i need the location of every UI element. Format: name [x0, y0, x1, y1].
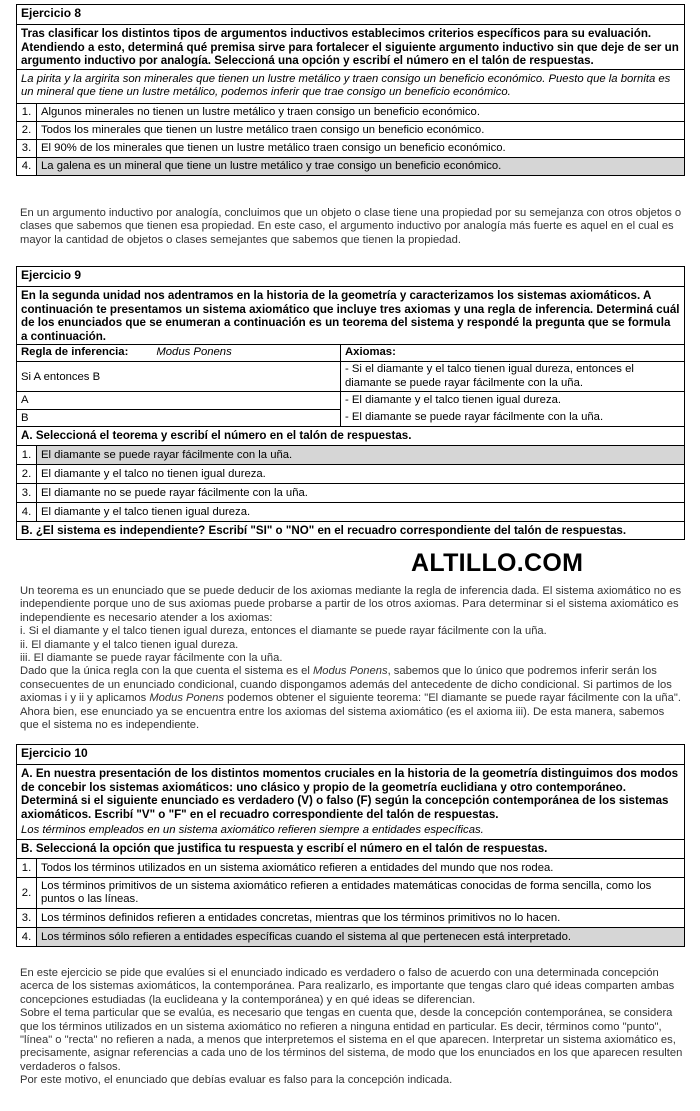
exercise-10-part-b: B. Seleccioná la opción que justifica tu respuesta y escribí el número en el talón de respuestas.	[17, 840, 684, 859]
option-number: 3.	[17, 909, 37, 927]
option-row-selected[interactable]	[17, 446, 684, 465]
option-number: 2.	[17, 878, 37, 908]
altillo-watermark: ALTILLO.COM	[411, 549, 584, 577]
explanation-paragraph: En este ejercicio se pide que evalúes si el enunciado indicado es verdadero o falso de acuerdo con una determinada concepción acerca de los sistemas axiomáticos, la contemporánea. Para realizarlo, es importante que tengas claro qué ideas comparten ambas concepciones estudiadas (la euclideana y la contemporánea) y en qué ideas se diferencian.	[20, 967, 675, 1006]
option-text: El diamante no se puede rayar fácilmente con la uña.	[41, 486, 308, 499]
axioms-label: Axiomas:	[345, 346, 396, 359]
option-row[interactable]	[17, 104, 684, 122]
option-number: 4.	[17, 503, 37, 521]
exercise-9-title: Ejercicio 9	[17, 267, 684, 287]
option-number: 1.	[17, 446, 37, 464]
explanation-emphasis: Modus Ponens	[312, 665, 388, 678]
exercise-10-part-a	[17, 765, 684, 840]
axiom-table-row	[17, 392, 684, 409]
explanation-emphasis: Modus Ponens	[149, 692, 224, 705]
option-row[interactable]	[17, 878, 684, 909]
exercise-9-part-b: B. ¿El sistema es independiente? Escribí "SI" o "NO" en el recuadro correspondiente del talón de respuestas.	[21, 524, 627, 538]
explanation-text: podemos obtener el siguiente teorema: "El diamante se puede rayar fácilmente con la uña". Ahora bien, ese enunciado ya se encuentra entre los axiomas del sistema axiomático (es el axioma iii). De esta manera, sabemos que el sistema no es independiente.	[20, 692, 681, 732]
explanation-paragraph	[20, 665, 685, 732]
exercise-9-options	[17, 446, 684, 522]
exercise-9	[16, 266, 685, 540]
option-text: Los términos primitivos de un sistema axiomático refieren a entidades matemáticas conocidas de forma sencilla, como los puntos o las líneas.	[41, 880, 652, 906]
option-row[interactable]	[17, 465, 684, 484]
exercise-10-statement: Los términos empleados en un sistema axiomático refieren siempre a entidades específicas.	[21, 824, 484, 837]
exercise-8-options	[17, 104, 684, 175]
option-row[interactable]	[17, 909, 684, 928]
axiom-item: - El diamante se puede rayar fácilmente con la uña.	[345, 411, 604, 424]
option-text: Todos los términos utilizados en un sistema axiomático refieren a entidades del mundo que nos rodea.	[41, 861, 554, 874]
option-text: El diamante se puede rayar fácilmente con la uña.	[37, 446, 684, 464]
option-text: El diamante y el talco tienen igual dureza.	[41, 505, 251, 518]
option-number: 3.	[17, 140, 37, 157]
option-number: 2.	[17, 465, 37, 483]
axiom-table-row	[17, 362, 684, 392]
option-row[interactable]	[17, 484, 684, 503]
option-text: Los términos sólo refieren a entidades específicas cuando el sistema al que pertenecen está interpretado.	[37, 928, 684, 946]
exercise-8-title: Ejercicio 8	[17, 5, 684, 25]
rule-line: B	[17, 409, 341, 426]
axiom-table-header	[17, 345, 684, 362]
exercise-8-argument: La pirita y la argirita son minerales que tienen un lustre metálico y traen consigo un beneficio económico. Puesto que la bornita es un mineral que tiene un lustre metálico, podemos inferir que trae consigo un beneficio económico.	[17, 70, 684, 104]
axiom-table-row	[17, 409, 684, 427]
exercise-9-explanation	[20, 585, 685, 732]
option-row-selected[interactable]	[17, 928, 684, 946]
rule-label: Regla de inferencia:	[21, 346, 129, 359]
exercise-10-explanation	[20, 967, 685, 1088]
option-row[interactable]	[17, 122, 684, 140]
exercise-10-title: Ejercicio 10	[17, 745, 684, 765]
rule-name: Modus Ponens	[156, 346, 232, 359]
option-number: 4.	[17, 158, 37, 175]
option-number: 2.	[17, 122, 37, 139]
explanation-paragraph: Sobre el tema particular que se evalúa, es necesario que tengas en cuenta que, desde la concepción contemporánea, se considera que los términos utilizados en un sistema axiomático no refieren a ninguna entidad en particular. Es decir, términos como "punto", "línea" o "recta" no refieren a nada, a menos que interpretemos el sistema en el que aparecen. Interpretar un sistema axiomático es, precisamente, asignar referencias a cada uno de los términos del sistema, de modo que los enunciados en los que aparecen resulten verdaderos o falsos.	[20, 1007, 683, 1073]
rule-line: A	[17, 392, 341, 409]
explanation-paragraph: En un argumento inductivo por analogía, concluimos que un objeto o clase tiene una propiedad por su semejanza con otros objetos o clases que sabemos que tienen esa propiedad. En este caso, el argumento inductivo por analogía más fuerte es aquel en el cual es mayor la cantidad de objetos o clases semejantes que sabemos que tienen la propiedad.	[20, 207, 682, 246]
exercise-10-instructions: A. En nuestra presentación de los distintos momentos cruciales en la historia de la geometría distinguimos dos modos de concebir los sistemas axiomáticos: uno clásico y propio de la geometría euclidiana y otro contemporáneo. Determiná si el siguiente enunciado es verdadero (V) o falso (F) según la concepción contemporánea de los sistemas axiomáticos. Escribí "V" o "F" en el recuadro correspondiente del talón de respuestas.	[21, 767, 679, 821]
explanation-paragraph: Por este motivo, el enunciado que debías evaluar es falso para la concepción indicada.	[20, 1074, 453, 1087]
option-text: Algunos minerales no tienen un lustre metálico y traen consigo un beneficio económico.	[41, 105, 480, 118]
explanation-text: Dado que la única regla con la que cuenta el sistema es el	[20, 665, 313, 678]
explanation-paragraph: iii. El diamante se puede rayar fácilmente con la uña.	[20, 652, 283, 665]
explanation-paragraph: i. Si el diamante y el talco tienen igual dureza, entonces el diamante se puede rayar fácilmente con la uña.	[20, 625, 547, 638]
exercise-8-instructions: Tras clasificar los distintos tipos de argumentos inductivos establecimos criterios específicos para su evaluación. Atendiendo a esto, determiná qué premisa sirve para fortalecer el siguiente argumento inductivo sin que deje de ser un argumento inductivo por analogía. Seleccioná una opción y escribí el número en el talón de respuestas.	[17, 25, 684, 70]
option-number: 4.	[17, 928, 37, 946]
rule-line: Si A entonces B	[17, 362, 341, 391]
exercise-8	[16, 4, 685, 176]
option-number: 1.	[17, 104, 37, 121]
axiom-item: - Si el diamante y el talco tienen igual dureza, entonces el diamante se puede rayar fácilmente con la uña.	[345, 363, 634, 389]
option-text: Todos los minerales que tienen un lustre metálico traen consigo un beneficio económico.	[41, 123, 485, 136]
option-number: 1.	[17, 859, 37, 877]
option-text: Los términos definidos refieren a entidades concretas, mientras que los términos primitivos no lo hacen.	[41, 911, 561, 924]
option-text: El 90% de los minerales que tienen un lustre metálico traen consigo un beneficio económico.	[41, 141, 506, 154]
exercise-9-part-a: A. Seleccioná el teorema y escribí el número en el talón de respuestas.	[17, 427, 684, 446]
option-row[interactable]	[17, 503, 684, 522]
option-number: 3.	[17, 484, 37, 502]
exercise-10	[16, 744, 685, 947]
option-text: La galena es un mineral que tiene un lustre metálico y trae consigo un beneficio económico.	[37, 158, 684, 175]
option-text: El diamante y el talco no tienen igual dureza.	[41, 467, 266, 480]
explanation-paragraph: Un teorema es un enunciado que se puede deducir de los axiomas mediante la regla de inferencia dada. El sistema axiomático no es independiente porque uno de sus axiomas puede probarse a partir de los otros axiomas. Para determinar si el sistema axiomático es independiente es necesario atender a los axiomas:	[20, 585, 682, 624]
axiom-item: - El diamante y el talco tienen igual dureza.	[345, 394, 562, 407]
explanation-text: , sabemos que lo único que podremos inferir serán los consecuentes de un enunciado condicional, cuando dispongamos además del antecedente de dicho condicional. Si partimos de los axiomas i y ii y aplicamos	[20, 665, 672, 705]
exercise-8-explanation	[20, 207, 685, 247]
exercise-9-instructions: En la segunda unidad nos adentramos en la historia de la geometría y caracterizamos los sistemas axiomáticos. A continuación te presentamos un sistema axiomático que incluye tres axiomas y una regla de inferencia. Determiná cuál de los enunciados que se enumeran a continuación es un teorema del sistema y respondé la pregunta que se formula a continuación.	[17, 287, 684, 345]
option-row[interactable]	[17, 140, 684, 158]
option-row[interactable]	[17, 859, 684, 878]
option-row-selected[interactable]	[17, 158, 684, 175]
explanation-paragraph: ii. El diamante y el talco tienen igual dureza.	[20, 638, 239, 651]
exercise-10-options	[17, 859, 684, 946]
